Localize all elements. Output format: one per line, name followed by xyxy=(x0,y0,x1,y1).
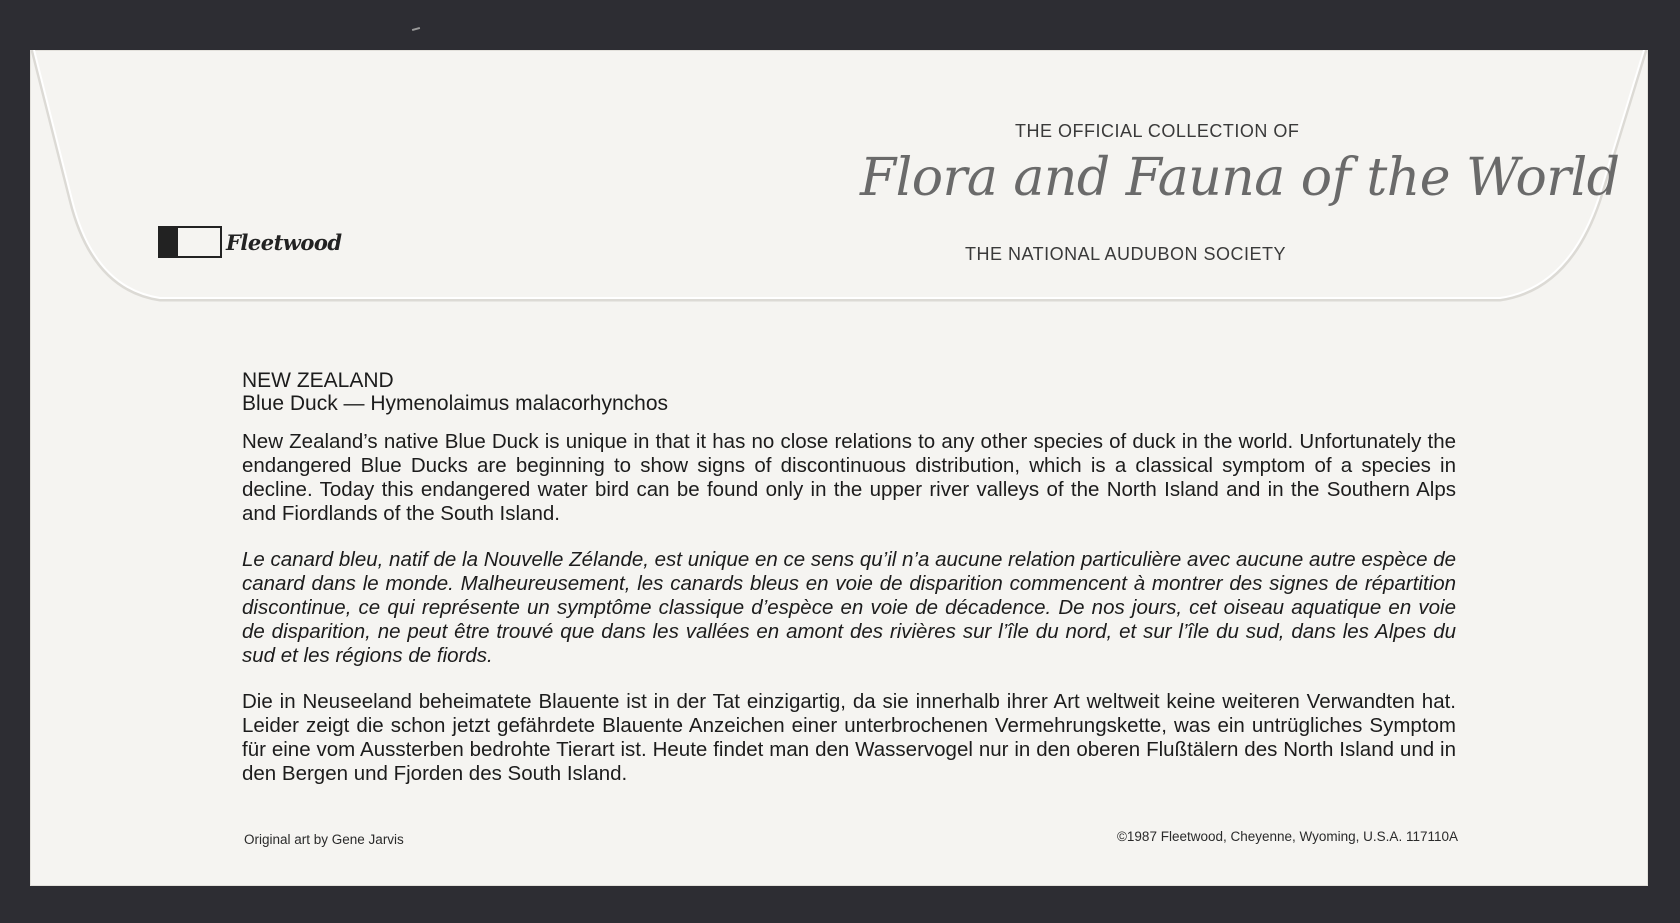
species-name: Blue Duck — Hymenolaimus malacorhynchos xyxy=(242,392,668,415)
flora-fauna-script-title: Flora and Fauna of the World xyxy=(860,148,1620,208)
dust-speck xyxy=(412,27,420,31)
fleetwood-wordmark: Fleetwood xyxy=(226,229,342,255)
fleetwood-logo xyxy=(158,226,342,258)
official-collection-line: THE OFFICIAL COLLECTION OF xyxy=(1015,121,1300,141)
article-content xyxy=(242,370,1456,808)
art-credit: Original art by Gene Jarvis xyxy=(244,832,404,847)
paragraph-french: Le canard bleu, natif de la Nouvelle Zélande, est unique en ce sens qu’il n’a aucune relation particulière avec aucune autre espèce de canard dans le monde. Malheureusement, les canards bleus en voie de disparition commencent à montrer des signes de répartition discontinue, ce qui représente un symptôme classique d’espèce en voie de décadence. De nos jours, cet oiseau aquatique en voie de disparition, ne peut être trouvé que dans les vallées en amont des rivières sur l’île du nord, et sur l’île du sud, dans les Alpes du sud et les régions de fiords. xyxy=(242,548,1456,667)
copyright-notice: ©1987 Fleetwood, Cheyenne, Wyoming, U.S.A. 117110A xyxy=(1116,829,1458,844)
paragraph-german: Die in Neuseeland beheimatete Blauente ist in der Tat einzigartig, da sie innerhalb ihrer Art weltweit keine weiteren Verwandten hat. Leider zeigt die schon jetzt gefährdete Blauente Anzeichen einer unterbrochenen Vermehrungskette, was ein untrügliches Symptom für eine vom Aussterben bedrohte Tierart ist. Heute findet man den Wasservogel nur in den oberen Flußtälern des North Island und in den Bergen und Fjorden des South Island. xyxy=(242,690,1456,785)
audubon-society-line: THE NATIONAL AUDUBON SOCIETY xyxy=(965,244,1287,264)
fleetwood-logo-box xyxy=(158,226,222,258)
fleetwood-logo-block xyxy=(160,228,178,256)
paragraph-english: New Zealand’s native Blue Duck is unique in that it has no close relations to any other species of duck in the world. Unfortunately the endangered Blue Ducks are beginning to show signs of discontinuous distribution, which is a classical symptom of a species in decline. Today this endangered water bird can be found only in the upper river valleys of the North Island and in the Southern Alps and Fiordlands of the South Island. xyxy=(242,430,1456,525)
country-heading: NEW ZEALAND xyxy=(242,369,394,392)
